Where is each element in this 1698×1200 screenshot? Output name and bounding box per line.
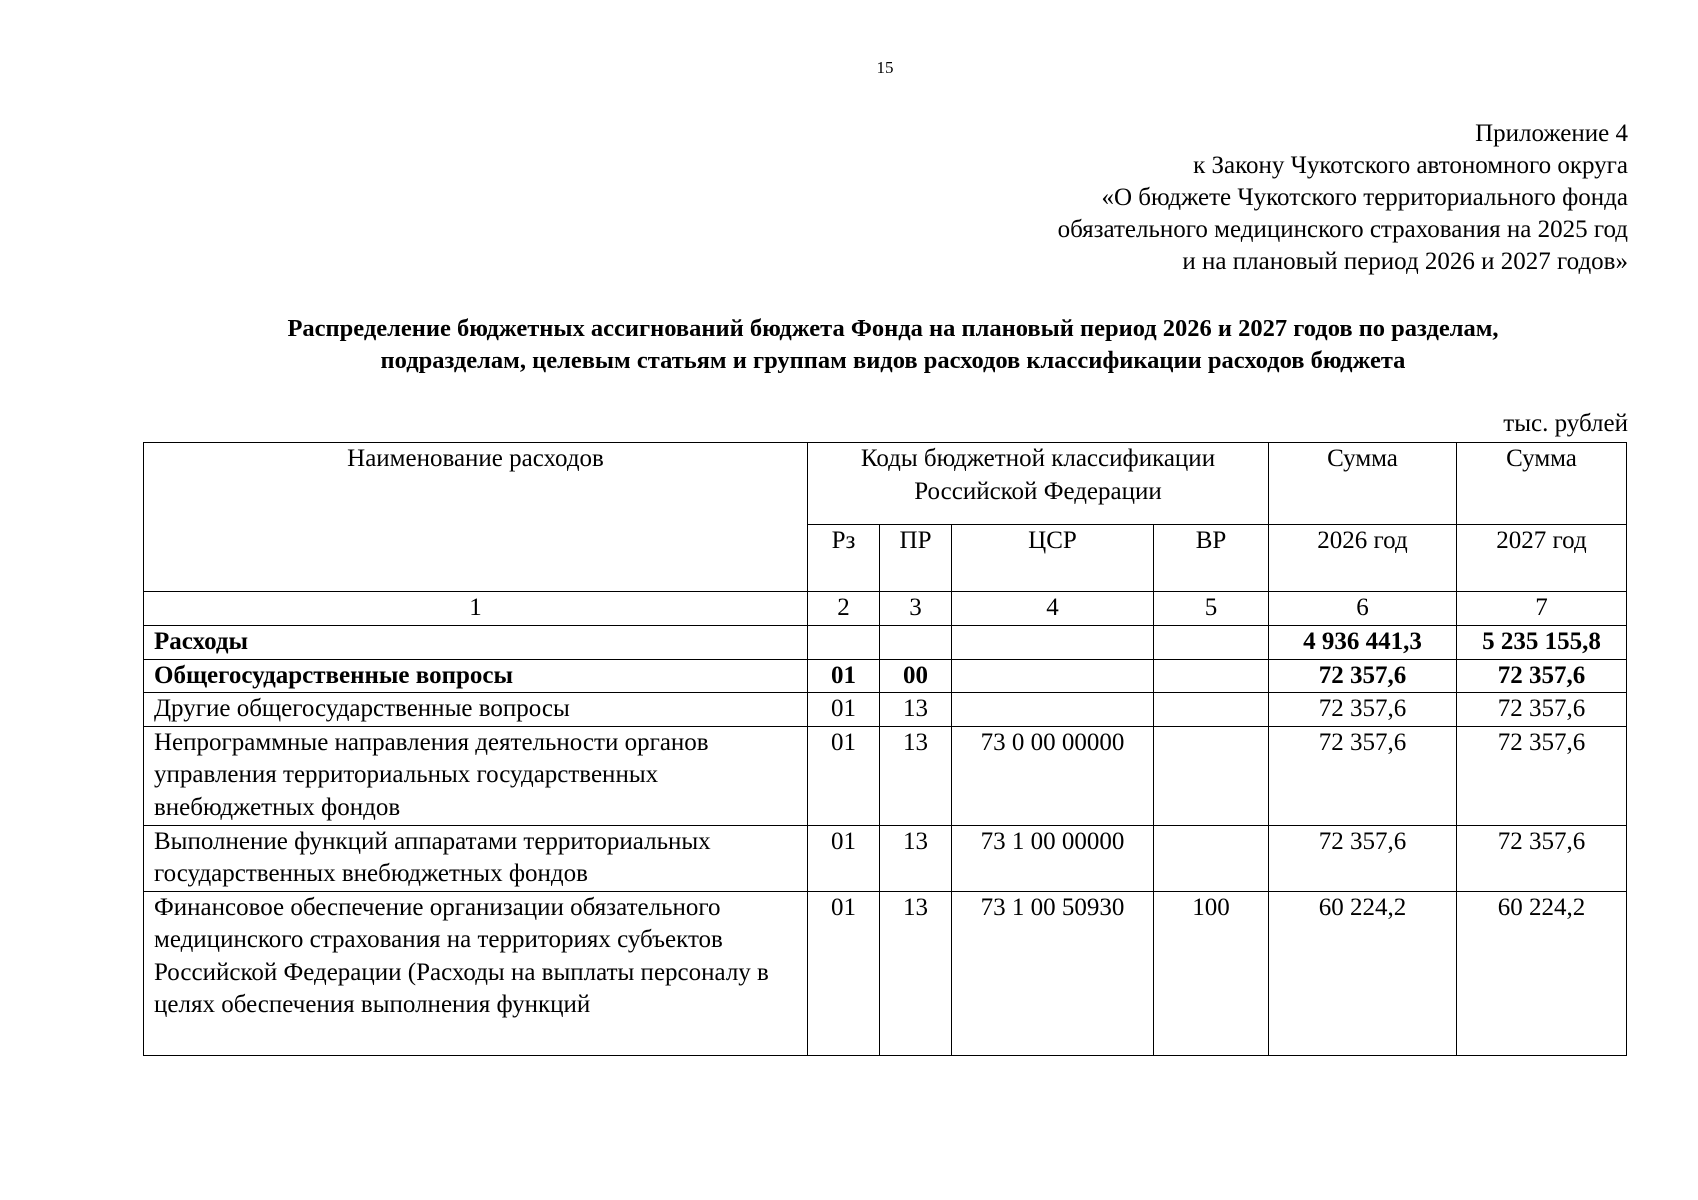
appendix-line: «О бюджете Чукотского территориального фонда [1101, 184, 1628, 211]
table-row [144, 626, 1627, 660]
page-number: 15 [876, 58, 894, 77]
row-csr [952, 659, 1154, 693]
column-number: 4 [952, 592, 1154, 626]
unit-label: тыс. рублей [1503, 410, 1628, 437]
appendix-line: обязательного медицинского страхования на 2025 год [1057, 216, 1628, 243]
row-sum-2027: 72 357,6 [1457, 659, 1627, 693]
row-rz: 01 [808, 825, 880, 891]
row-name: Общегосударственные вопросы [144, 659, 808, 693]
table-row [144, 693, 1627, 727]
budget-table [143, 442, 1627, 1056]
title-line: Распределение бюджетных ассигнований бюджета Фонда на плановый период 2026 и 2027 годов по разделам, [287, 315, 1499, 342]
column-number: 1 [144, 592, 808, 626]
row-sum-2026: 72 357,6 [1269, 659, 1457, 693]
row-csr [952, 626, 1154, 660]
title-line: подразделам, целевым статьям и группам видов расходов классификации расходов бюджета [380, 347, 1406, 374]
row-sum-2027: 60 224,2 [1457, 891, 1627, 1055]
row-pr: 13 [880, 726, 952, 825]
table-row [144, 825, 1627, 891]
row-sum-2027: 5 235 155,8 [1457, 626, 1627, 660]
appendix-line: к Закону Чукотского автономного округа [1193, 152, 1628, 179]
appendix-reference [1058, 118, 1628, 278]
row-sum-2027: 72 357,6 [1457, 726, 1627, 825]
row-sum-2026: 72 357,6 [1269, 726, 1457, 825]
row-csr: 73 1 00 50930 [952, 891, 1154, 1055]
header-sum-2026: Сумма [1269, 443, 1457, 525]
row-name: Другие общегосударственные вопросы [144, 693, 808, 727]
appendix-line: Приложение 4 [1475, 120, 1628, 147]
row-vr [1154, 825, 1269, 891]
row-pr: 13 [880, 825, 952, 891]
row-pr: 13 [880, 693, 952, 727]
row-rz [808, 626, 880, 660]
header-csr: ЦСР [952, 525, 1154, 592]
table-row [144, 891, 1627, 1055]
row-csr [952, 693, 1154, 727]
row-rz: 01 [808, 726, 880, 825]
column-number: 2 [808, 592, 880, 626]
row-pr [880, 626, 952, 660]
row-vr [1154, 626, 1269, 660]
row-vr [1154, 693, 1269, 727]
column-number: 7 [1457, 592, 1627, 626]
row-name: Выполнение функций аппаратами территориальных государственных внебюджетных фондов [144, 825, 808, 891]
row-rz: 01 [808, 891, 880, 1055]
header-row [144, 443, 1627, 525]
header-vr: ВР [1154, 525, 1269, 592]
header-name: Наименование расходов [144, 443, 808, 592]
header-sum-2027: Сумма [1457, 443, 1627, 525]
appendix-line: и на плановый период 2026 и 2027 годов» [1182, 248, 1628, 275]
row-csr: 73 0 00 00000 [952, 726, 1154, 825]
row-csr: 73 1 00 00000 [952, 825, 1154, 891]
header-year-2026: 2026 год [1269, 525, 1457, 592]
header-codes: Коды бюджетной классификации Российской Федерации [808, 443, 1269, 525]
row-sum-2026: 72 357,6 [1269, 693, 1457, 727]
header-rz: Рз [808, 525, 880, 592]
column-number: 5 [1154, 592, 1269, 626]
row-vr [1154, 726, 1269, 825]
row-name: Финансовое обеспечение организации обязательного медицинского страхования на территориях субъектов Российской Федерации (Расходы на выплаты персоналу в целях обеспечения выполнения функций [144, 891, 808, 1055]
row-sum-2026: 4 936 441,3 [1269, 626, 1457, 660]
row-name: Непрограммные направления деятельности органов управления территориальных государственных внебюджетных фондов [144, 726, 808, 825]
row-sum-2027: 72 357,6 [1457, 825, 1627, 891]
row-rz: 01 [808, 693, 880, 727]
table-row [144, 659, 1627, 693]
column-number: 6 [1269, 592, 1457, 626]
column-number: 3 [880, 592, 952, 626]
table-row [144, 726, 1627, 825]
row-vr: 100 [1154, 891, 1269, 1055]
column-number-row [144, 592, 1627, 626]
row-name: Расходы [144, 626, 808, 660]
header-pr: ПР [880, 525, 952, 592]
header-year-2027: 2027 год [1457, 525, 1627, 592]
document-title [143, 313, 1643, 377]
row-sum-2026: 60 224,2 [1269, 891, 1457, 1055]
row-pr: 13 [880, 891, 952, 1055]
row-rz: 01 [808, 659, 880, 693]
row-sum-2027: 72 357,6 [1457, 693, 1627, 727]
row-sum-2026: 72 357,6 [1269, 825, 1457, 891]
row-pr: 00 [880, 659, 952, 693]
row-vr [1154, 659, 1269, 693]
